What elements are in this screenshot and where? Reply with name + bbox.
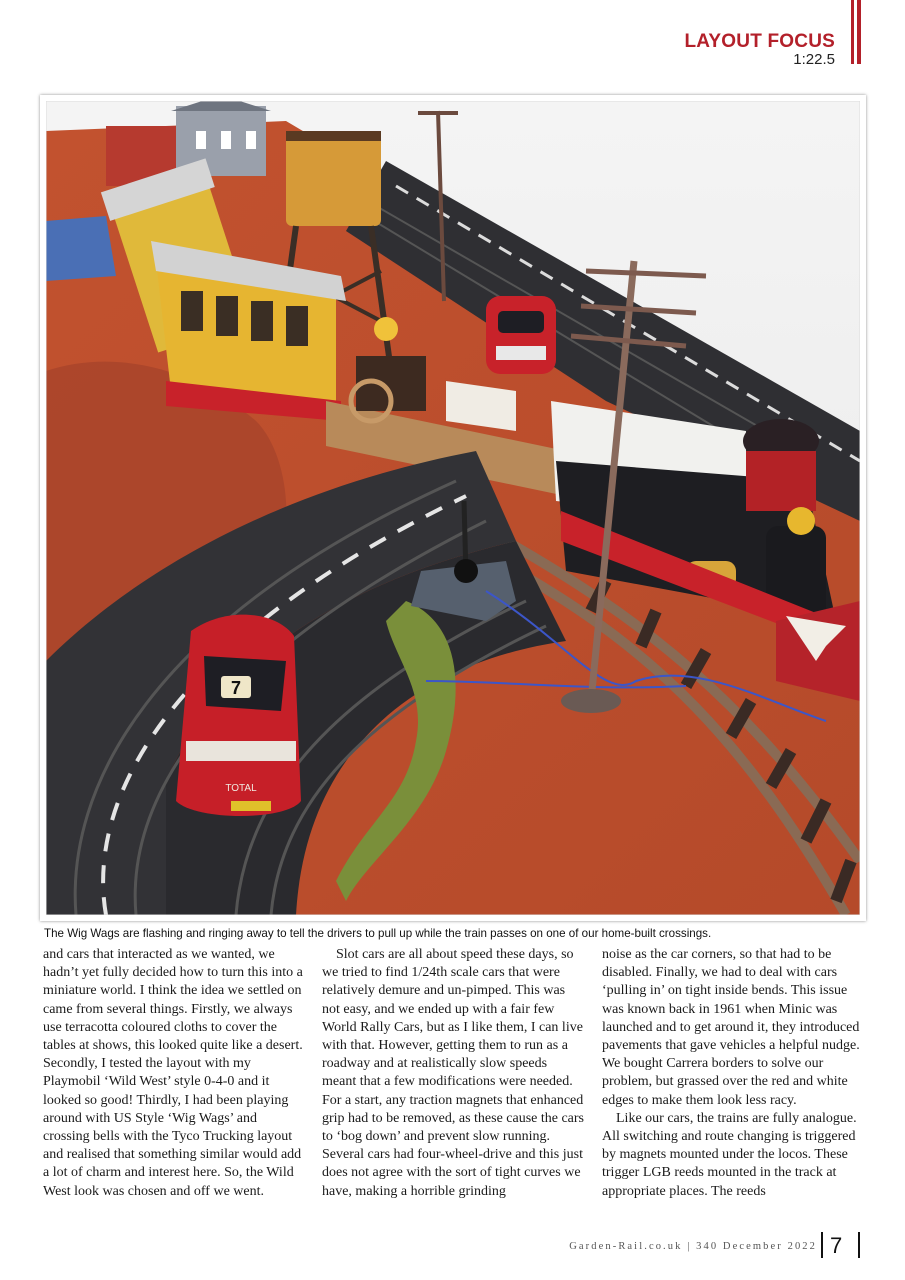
article-column-3: [602, 946, 868, 1201]
header-rule-left: [851, 0, 854, 64]
footer-site: Garden-Rail.co.uk: [569, 1241, 683, 1252]
section-header: [684, 32, 835, 68]
photo-illustration: [46, 101, 860, 915]
photo-frame: [40, 95, 866, 921]
car-number-label: 7: [230, 678, 242, 698]
car-sponsor-label: TOTAL: [225, 783, 257, 794]
footer-rule-left: [821, 1232, 823, 1258]
paragraph: and cars that interacted as we wanted, we hadn’t yet fully decided how to turn this into a miniature world. I think the idea we settled on came from several things. Firstly, we always use terracotta coloured cloths to cover the tables at shows, this looked quite like a desert. Secondly, I tested the layout with my Playmobil ‘Wild West’ style 0-4-0 and it looked so good! Thirdly, I had been playing around with US Style ‘Wig Wags’ and crossing bells with the Tyco Trucking layout and realised that something similar would add a lot of charm and interest here. So, the Wild West look was chosen and off we went.: [43, 947, 303, 1199]
article-column-2: [322, 946, 584, 1201]
footer-credit: [569, 1241, 817, 1252]
rally-car-7: [176, 615, 301, 816]
paragraph: noise as the car corners, so that had to be disabled. Finally, we had to deal with cars ‘pulling in’ on tight inside bends. This issue was known back in 1961 when Minic was launched and to get around it, they introduced pavements that gave vehicles a helpful nudge. We bought Carrera borders to solve our problem, but grassed over the red and white edges to make them look less racy.: [602, 947, 860, 1108]
footer-separator: |: [687, 1241, 692, 1252]
distant-rally-car: [486, 296, 556, 374]
section-title: LAYOUT FOCUS: [684, 31, 835, 52]
paragraph: Slot cars are all about speed these days, so we tried to find 1/24th scale cars that were relatively demure and un-pimped. This was not easy, and we ended up with a fair few World Rally Cars, but as I like them, I can live with that. However, getting them to run as a roadway and at realistically slow speeds meant that a few modifications were needed. For a start, any traction magnets that enhanced grip had to be removed, as these cause the cars to ‘bog down’ and prevent slow running. Several cars had four-wheel-drive and this just does not agree with the sort of tight curves we have, making a horrible grinding: [322, 947, 585, 1199]
figure-caption: The Wig Wags are flashing and ringing away to tell the drivers to pull up while the train passes on one of our home-built crossings.: [44, 927, 712, 940]
page-number: 7: [830, 1233, 843, 1258]
pond: [46, 216, 116, 281]
layout-photo: [46, 101, 860, 915]
footer-issue: 340 December 2022: [696, 1241, 817, 1252]
section-scale: 1:22.5: [793, 51, 835, 68]
header-rule-right: [857, 0, 861, 64]
paragraph: Like our cars, the trains are fully analogue. All switching and route changing is triggered by magnets mounted under the locos. These trigger LGB reeds mounted in the track at appropriate places. The reeds: [602, 1110, 857, 1199]
footer-rule-right: [858, 1232, 860, 1258]
article-column-1: [43, 946, 305, 1201]
